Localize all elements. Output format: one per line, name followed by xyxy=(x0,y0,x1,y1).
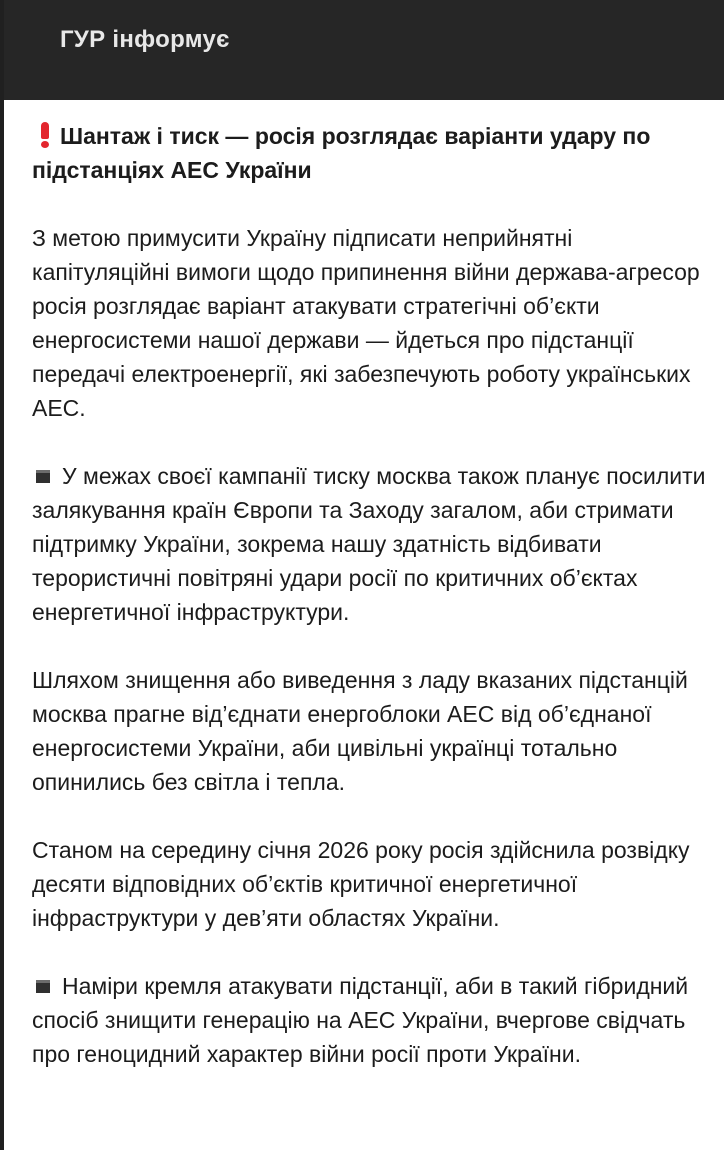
post-bullet-paragraph xyxy=(32,969,712,1071)
message-card xyxy=(4,100,724,1150)
black-small-square-icon xyxy=(36,980,50,993)
post-bullet-paragraph xyxy=(32,459,712,629)
message-body xyxy=(32,119,712,1105)
post-paragraph: Станом на середину січня 2026 року росія здійснила розвідку десяти відповідних об’єктів критичної енергетичної інфраструктури у дев’яти областях України. xyxy=(32,837,690,931)
black-small-square-icon xyxy=(36,470,50,483)
post-headline xyxy=(32,119,712,187)
red-exclamation-icon xyxy=(38,122,52,148)
channel-header xyxy=(4,0,724,100)
post-headline-text: Шантаж і тиск — росія розглядає варіанти удару по підстанціях АЕС України xyxy=(32,123,651,183)
post-paragraph-text: У межах своєї кампанії тиску москва також планує посилити залякування країн Європи та Заходу загалом, аби стримати підтримку України, зокрема нашу здатність відбивати терористичні повітряні удари росії по критичних об’єктах енергетичної інфраструктури. xyxy=(32,463,706,625)
post-paragraph: Шляхом знищення або виведення з ладу вказаних підстанцій москва прагне від’єднати енергоблоки АЕС від об’єднаної енергосистеми України, аби цивільні українці тотально опинились без світла і тепла. xyxy=(32,667,688,795)
post-paragraph: З метою примусити Україну підписати неприйнятні капітуляційні вимоги щодо припинення війни держава-агресор росія розглядає варіант атакувати стратегічні об’єкти енергосистеми нашої держави — йдеться про підстанції передачі електроенергії, які забезпечують роботу українських АЕС. xyxy=(32,225,700,421)
channel-title[interactable]: ГУР інформує xyxy=(60,26,230,53)
post-paragraph-text: Наміри кремля атакувати підстанції, аби в такий гібридний спосіб знищити генерацію на АЕС України, вчергове свідчать про геноцидний характер війни росії проти України. xyxy=(32,973,689,1067)
